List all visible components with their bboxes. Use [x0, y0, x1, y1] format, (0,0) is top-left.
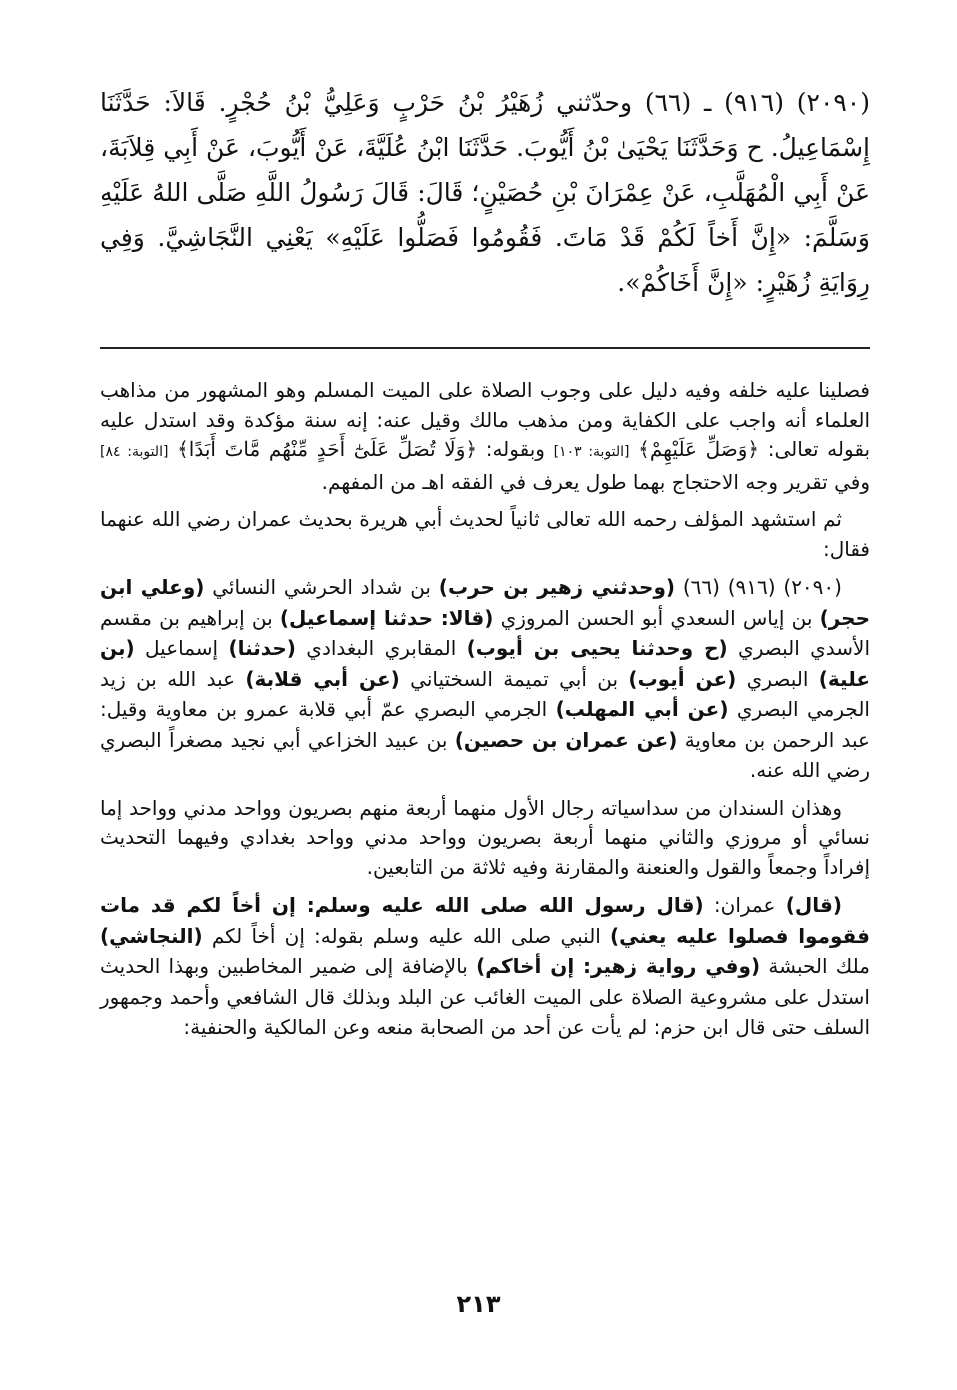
commentary-paragraph-1	[100, 376, 870, 497]
commentary-text: المقابري البغدادي	[295, 636, 467, 660]
quran-reference: [التوبة: ١٠٣]	[553, 444, 630, 460]
commentary-text: بن أبي تميمة السختياني	[399, 666, 629, 691]
bold-quote: (وعلي ابن حجر)	[100, 575, 870, 630]
section-divider	[100, 347, 870, 349]
bold-quote: (النجاشي)	[100, 923, 203, 948]
commentary-paragraph-2: ثم استشهد المؤلف رحمه الله تعالى ثانياً لحديث أبي هريرة بحديث عمران رضي الله عنهما فقال:	[100, 507, 870, 561]
commentary-text: النبي صلى الله عليه وسلم بقوله: إن أخاً لكم	[202, 923, 611, 948]
bold-quote: (بن علية)	[100, 636, 871, 691]
commentary-text: بن شداد الحرشي النسائي	[204, 575, 439, 599]
commentary-text: إسماعيل	[134, 636, 229, 660]
commentary-paragraph-5	[100, 890, 870, 1043]
commentary-text: بن إبراهيم بن مقسم الأسدي البصري	[100, 605, 870, 660]
quran-reference: [التوبة: ٨٤]	[100, 444, 169, 460]
bold-quote: (عن أيوب)	[628, 666, 737, 691]
commentary-text: فصلينا عليه خلفه وفيه دليل على وجوب الصلاة على الميت المسلم وهو المشهور من مذاهب العلماء أنه واجب على الكفاية ومن مذهب مالك وقيل عنه: إنه سنة مؤكدة وقد استدل عليه بقوله تعالى:	[100, 378, 871, 461]
bold-quote: (حدثنا)	[228, 636, 296, 660]
bold-quote: (عن عمران بن حصين)	[454, 727, 678, 752]
bold-quote: (قالا: حدثنا إسماعيل)	[279, 605, 494, 630]
commentary-text: وبقوله:	[477, 437, 554, 461]
commentary-text: عمران:	[703, 893, 786, 917]
commentary-text: بالإضافة إلى ضمير المخاطبين وبهذا الحديث استدل على مشروعية الصلاة على الميت الغائب عن البلد وبذلك قال الشافعي وأحمد وجمهور السلف حتى قال ابن حزم: لم يأت عن أحد من الصحابة منعه وعن المالكية والحنفية:	[100, 954, 870, 1039]
commentary-text: عبد الله بن زيد الجرمي البصري	[100, 666, 870, 721]
page-number: ٢١٣	[456, 1290, 501, 1318]
bold-quote: (قال)	[785, 893, 842, 917]
quran-quote: ﴿وَصَلِّ عَلَيْهِمْ﴾	[638, 437, 760, 461]
commentary-text: بن عبيد الخزاعي أبي نجيد مصغراً البصري رضي الله عنه.	[100, 727, 870, 782]
commentary-paragraph-3	[100, 572, 870, 786]
bold-quote: (وحدثني زهير بن حرب)	[438, 575, 676, 599]
commentary-paragraph-4: وهذان السندان من سداسياته رجال الأول منهما أربعة منهم بصريون وواحد مدني وواحد إما نسائي أو مروزي والثاني منهما أربعة بصريون وواحد مدني وواحد بغدادي وفيهما التحديث إفراداً وجمعاً والقول والعنعنة والمقارنة وفيه ثلاثة من التابعين.	[100, 795, 870, 879]
quran-quote: ﴿وَلَا تُصَلِّ عَلَىٰٓ أَحَدٍ مِّنْهُم مَّاتَ أَبَدًا﴾	[177, 437, 478, 461]
bold-quote: (عن أبي قلابة)	[245, 666, 400, 691]
commentary-text: الجرمي البصري عمّ أبي قلابة عمرو بن معاوية وقيل: عبد الرحمن بن معاوية	[100, 697, 870, 752]
commentary-text: بن إياس السعدي أبو الحسن المروزي	[493, 605, 820, 630]
commentary	[100, 376, 870, 1051]
hadith-text: (٢٠٩٠) (٩١٦) ـ (٦٦) وحدّثني زُهَيْرُ بْنُ حَرْبٍ وَعَلِيُّ بْنُ حُجْرٍ. قَالاَ: حَدَّثَنَا إِسْمَاعِيلُ. ح وَحَدَّثَنَا يَحْيَىٰ بْنُ أَيُّوبَ. حَدَّثَنَا ابْنُ عُلَيَّةَ، عَنْ أَيُّوبَ، عَنْ أَبِي قِلاَبَةَ، عَنْ أَبِي الْمُهَلَّبِ، عَنْ عِمْرَانَ بْنِ حُصَيْنٍ؛ قَالَ: قَالَ رَسُولُ اللَّهِ صَلَّى اللهُ عَلَيْهِ وَسَلَّمَ: «إِنَّ أَخاً لَكُمْ قَدْ مَاتَ. فَقُومُوا فَصَلُّوا عَلَيْهِ» يَعْنِي النَّجَاشِيَّ. وَفِي رِوَايَةِ زُهَيْرٍ: «إِنَّ أَخَاكُمْ».	[100, 88, 870, 297]
commentary-text: وفي تقرير وجه الاحتجاج بهما طول يعرف في الفقه اهـ من المفهم.	[321, 469, 870, 494]
commentary-text: ملك الحبشة	[760, 954, 870, 978]
commentary-text: (٢٠٩٠) (٩١٦) (٦٦)	[675, 575, 842, 599]
bold-quote: (عن أبي المهلب)	[555, 697, 729, 721]
bold-quote: (ح وحدثنا يحيى بن أيوب)	[466, 636, 728, 660]
bold-quote: (قال رسول الله صلى الله عليه وسلم: إن أخاً لكم قد مات فقوموا فصلوا عليه يعني)	[100, 893, 871, 948]
bold-quote: (وفي رواية زهير: إن أخاكم)	[476, 954, 761, 978]
commentary-text: البصري	[736, 666, 819, 691]
